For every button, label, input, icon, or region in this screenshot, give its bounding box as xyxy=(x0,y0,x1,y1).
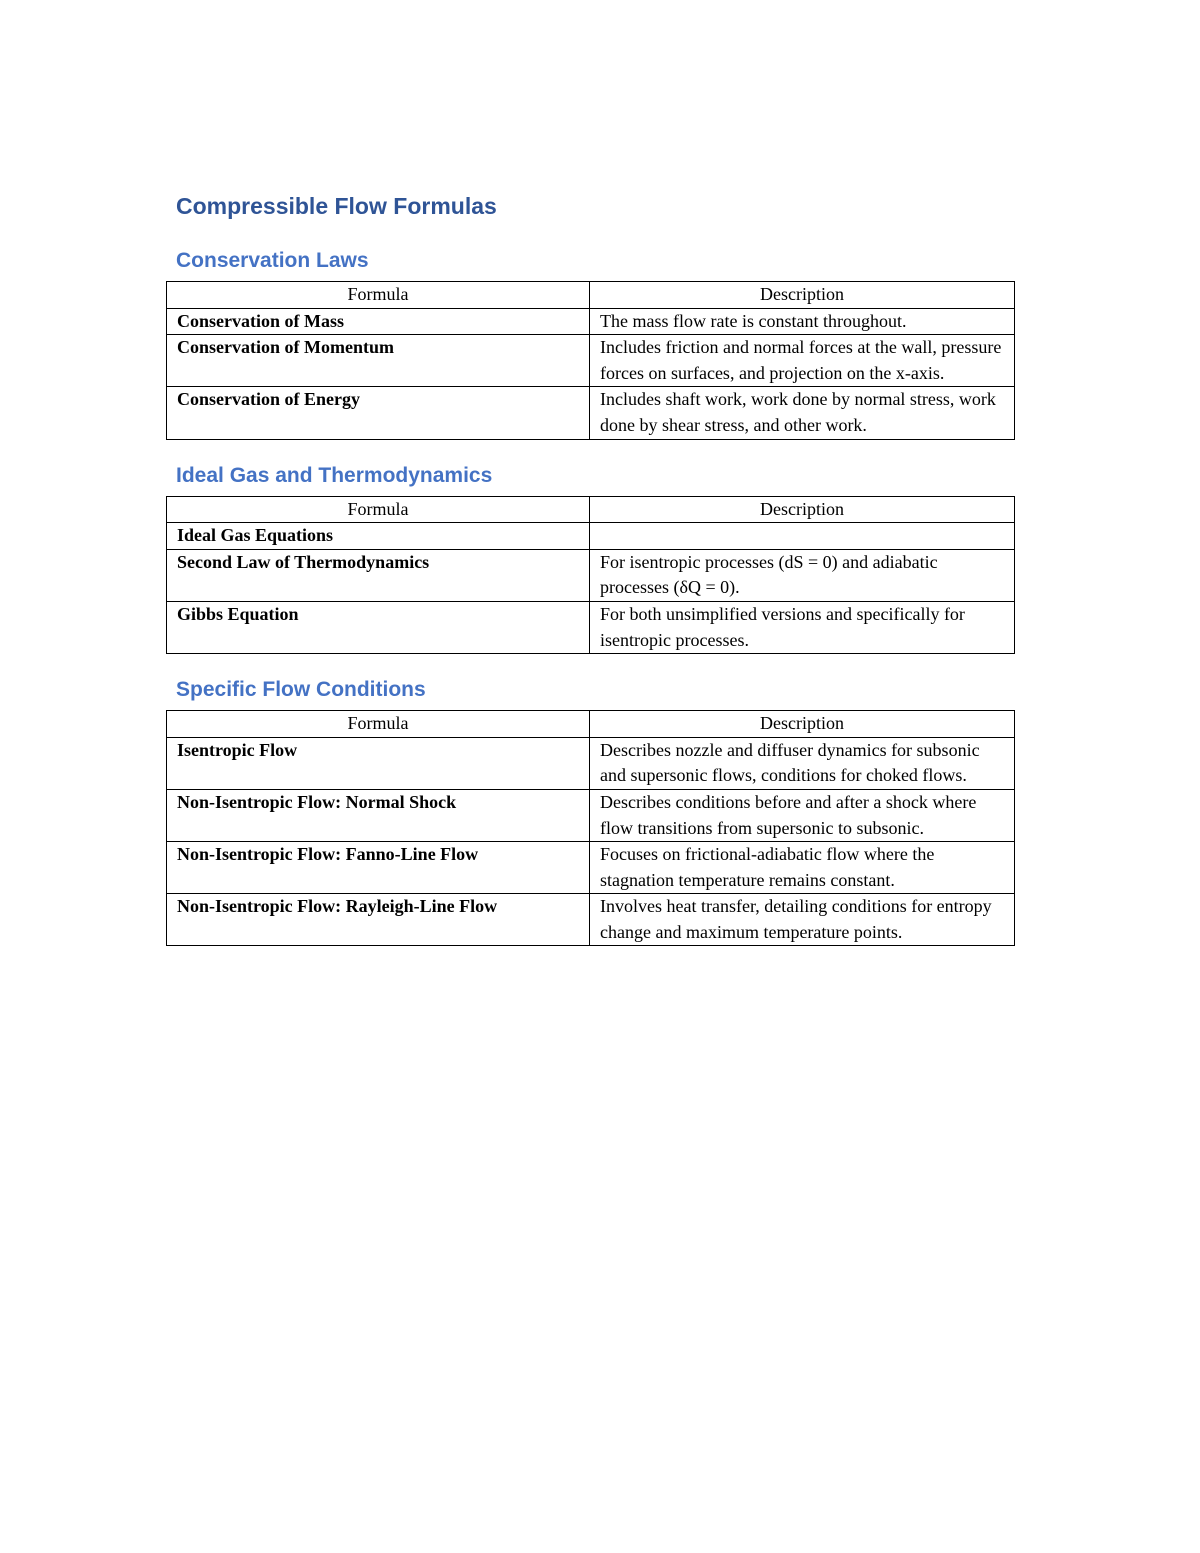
formula-name: Isentropic Flow xyxy=(167,737,590,789)
table-row xyxy=(167,894,1015,946)
document-title: Compressible Flow Formulas xyxy=(176,193,497,219)
formula-description: Describes conditions before and after a shock where flow transitions from supersonic to subsonic. xyxy=(590,789,1015,841)
document-page xyxy=(166,190,1014,946)
table-header-row xyxy=(167,496,1015,523)
formula-description: Involves heat transfer, detailing conditions for entropy change and maximum temperature points. xyxy=(590,894,1015,946)
formula-description xyxy=(590,523,1015,550)
section-heading-ideal-gas-thermodynamics: Ideal Gas and Thermodynamics xyxy=(176,463,493,487)
conservation-laws-table xyxy=(166,281,1015,440)
formula-description: The mass flow rate is constant throughout. xyxy=(590,308,1015,335)
formula-name: Non-Isentropic Flow: Normal Shock xyxy=(167,789,590,841)
column-header-formula: Formula xyxy=(167,496,590,523)
formula-name: Gibbs Equation xyxy=(167,601,590,653)
column-header-description: Description xyxy=(590,282,1015,309)
table-row xyxy=(167,549,1015,601)
table-row xyxy=(167,335,1015,387)
column-header-formula: Formula xyxy=(167,282,590,309)
column-header-description: Description xyxy=(590,711,1015,738)
formula-description: For isentropic processes (dS = 0) and adiabatic processes (δQ = 0). xyxy=(590,549,1015,601)
formula-name: Conservation of Momentum xyxy=(167,335,590,387)
formula-description: Includes shaft work, work done by normal stress, work done by shear stress, and other work. xyxy=(590,387,1015,439)
section-heading-specific-flow-conditions: Specific Flow Conditions xyxy=(176,678,426,702)
formula-name: Second Law of Thermodynamics xyxy=(167,549,590,601)
formula-description: For both unsimplified versions and specifically for isentropic processes. xyxy=(590,601,1015,653)
formula-name: Non-Isentropic Flow: Rayleigh-Line Flow xyxy=(167,894,590,946)
formula-description: Focuses on frictional-adiabatic flow where the stagnation temperature remains constant. xyxy=(590,842,1015,894)
table-row xyxy=(167,387,1015,439)
formula-description: Describes nozzle and diffuser dynamics for subsonic and supersonic flows, conditions for choked flows. xyxy=(590,737,1015,789)
specific-flow-conditions-table xyxy=(166,710,1015,946)
table-row xyxy=(167,842,1015,894)
table-row xyxy=(167,789,1015,841)
column-header-formula: Formula xyxy=(167,711,590,738)
formula-name: Ideal Gas Equations xyxy=(167,523,590,550)
table-row xyxy=(167,737,1015,789)
formula-name: Conservation of Mass xyxy=(167,308,590,335)
table-header-row xyxy=(167,711,1015,738)
formula-name: Conservation of Energy xyxy=(167,387,590,439)
table-row xyxy=(167,523,1015,550)
column-header-description: Description xyxy=(590,496,1015,523)
table-row xyxy=(167,601,1015,653)
formula-description: Includes friction and normal forces at the wall, pressure forces on surfaces, and projection on the x-axis. xyxy=(590,335,1015,387)
formula-name: Non-Isentropic Flow: Fanno-Line Flow xyxy=(167,842,590,894)
table-row xyxy=(167,308,1015,335)
table-header-row xyxy=(167,282,1015,309)
ideal-gas-thermodynamics-table xyxy=(166,496,1015,655)
section-heading-conservation-laws: Conservation Laws xyxy=(176,249,369,272)
